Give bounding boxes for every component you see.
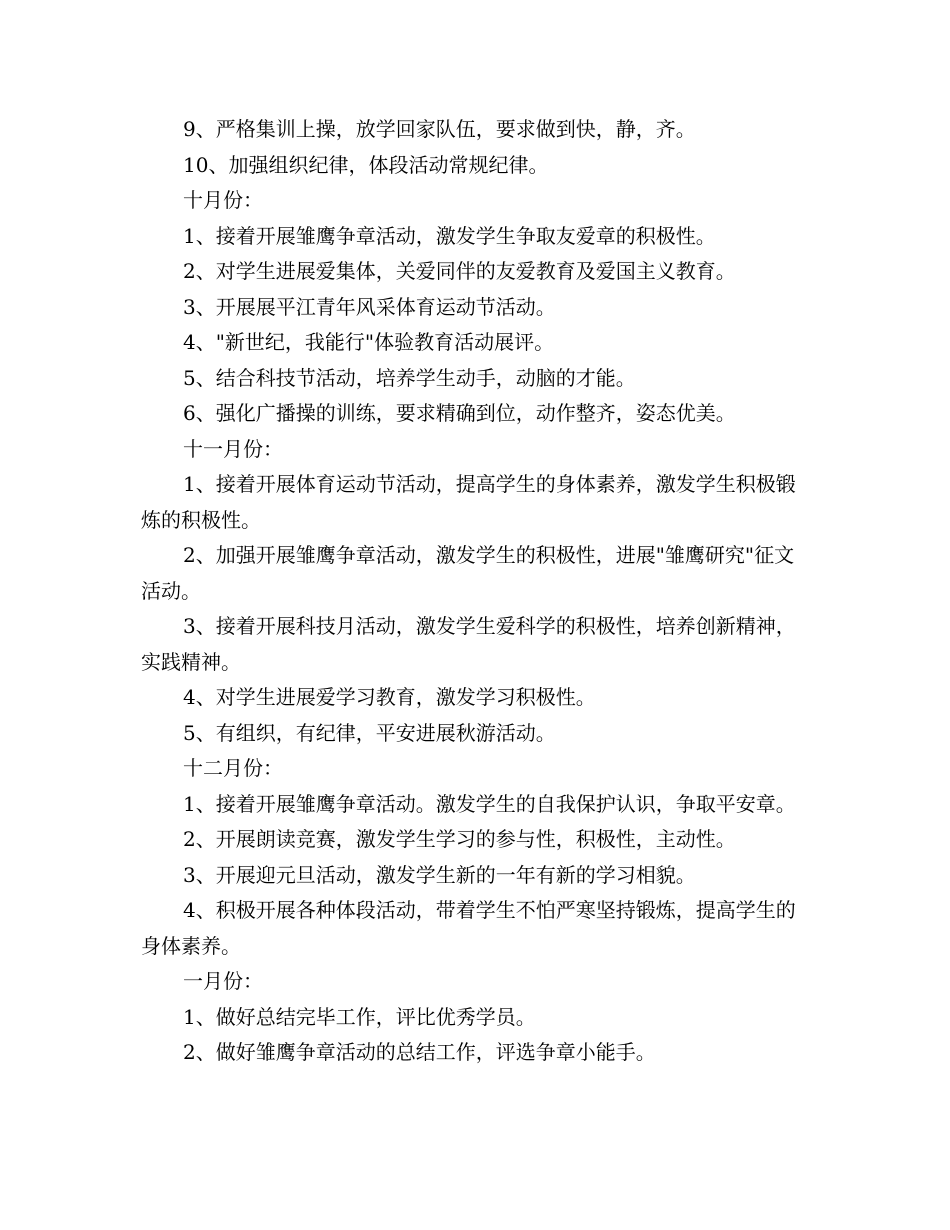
paragraph-item: 3、开展迎元旦活动，激发学生新的一年有新的学习相貌。 [183,862,696,887]
paragraph-item: 3、接着开展科技月活动，激发学生爱科学的积极性，培养创新精神，实践精神。 [141,614,796,674]
paragraph-item: 4、对学生进展爱学习教育，激发学习积极性。 [183,685,596,709]
section-heading-october: 十月份： [183,188,263,212]
paragraph-item: 5、有组织，有纪律，平安进展秋游活动。 [183,720,556,745]
paragraph-item-10: 10、加强组织纪律，体段活动常规纪律。 [183,152,549,177]
paragraph-item: 2、做好雏鹰争章活动的总结工作，评选争章小能手。 [183,1040,656,1064]
paragraph-item: 4、"新世纪，我能行"体验教育活动展评。 [183,330,555,354]
paragraph-item: 2、对学生进展爱集体，关爱同伴的友爱教育及爱国主义教育。 [183,259,736,283]
paragraph-item: 6、强化广播操的训练，要求精确到位，动作整齐，姿态优美。 [183,401,736,425]
paragraph-item: 4、积极开展各种体段活动，带着学生不怕严寒坚持锻炼，提高学生的身体素养。 [141,898,796,958]
paragraph-item: 5、结合科技节活动，培养学生动手，动脑的才能。 [183,365,636,390]
paragraph-item-9: 9、严格集训上操，放学回家队伍，要求做到快，静，齐。 [183,117,696,141]
paragraph-item: 2、开展朗读竞赛，激发学生学习的参与性，积极性，主动性。 [183,827,736,851]
paragraph-item: 1、接着开展雏鹰争章活动。激发学生的自我保护认识，争取平安章。 [183,791,796,816]
section-heading-december: 十二月份： [183,756,283,780]
section-heading-january: 一月份： [183,969,263,993]
paragraph-item: 1、接着开展体育运动节活动，提高学生的身体素养，激发学生积极锻炼的积极性。 [141,472,796,532]
paragraph-item: 2、加强开展雏鹰争章活动，激发学生的积极性，进展"雏鹰研究"征文活动。 [141,543,795,603]
paragraph-item: 1、接着开展雏鹰争章活动，激发学生争取友爱章的积极性。 [183,223,716,248]
paragraph-item: 3、开展展平江青年风采体育运动节活动。 [183,294,556,319]
section-heading-november: 十一月份： [183,436,283,461]
document-body [141,112,813,1071]
paragraph-item: 1、做好总结完毕工作，评比优秀学员。 [183,1004,536,1029]
